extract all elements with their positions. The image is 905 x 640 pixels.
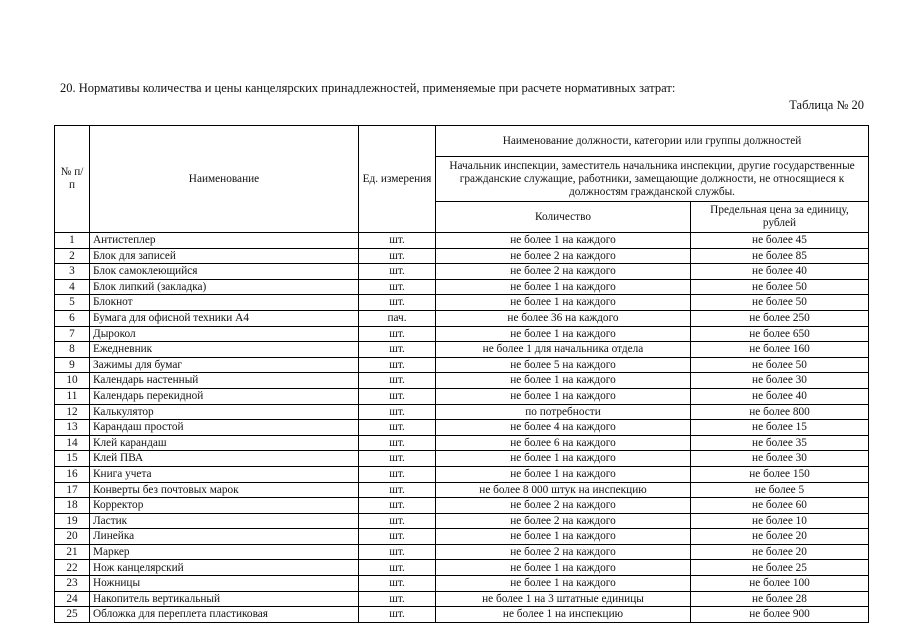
table-row — [55, 544, 869, 560]
cell-quantity: не более 1 на 3 штатные единицы — [436, 591, 691, 607]
cell-price: не более 25 — [691, 560, 869, 576]
cell-name: Календарь перекидной — [90, 388, 359, 404]
cell-quantity: не более 36 на каждого — [436, 310, 691, 326]
cell-name: Календарь настенный — [90, 373, 359, 389]
cell-price: не более 60 — [691, 498, 869, 514]
header-price: Предельная цена за единицу, рублей — [691, 202, 869, 233]
cell-name: Ежедневник — [90, 342, 359, 358]
cell-unit: шт. — [359, 607, 436, 623]
cell-unit: шт. — [359, 451, 436, 467]
cell-name: Блокнот — [90, 295, 359, 311]
table-row — [55, 498, 869, 514]
cell-name: Клей карандаш — [90, 435, 359, 451]
cell-num: 1 — [55, 233, 90, 249]
header-position-subgroup: Начальник инспекции, заместитель начальника инспекции, другие государственные гражданские служащие, работники, замещающие должности, не относящиеся к должностям гражданской службы. — [436, 157, 869, 202]
cell-name: Накопитель вертикальный — [90, 591, 359, 607]
table-label: Таблица № 20 — [789, 98, 864, 112]
cell-num: 3 — [55, 264, 90, 280]
cell-unit: шт. — [359, 388, 436, 404]
cell-num: 22 — [55, 560, 90, 576]
table-body — [55, 233, 869, 623]
table-row — [55, 435, 869, 451]
cell-num: 7 — [55, 326, 90, 342]
cell-price: не более 50 — [691, 357, 869, 373]
cell-name: Конверты без почтовых марок — [90, 482, 359, 498]
cell-price: не более 15 — [691, 420, 869, 436]
cell-unit: шт. — [359, 326, 436, 342]
header-name: Наименование — [90, 126, 359, 233]
cell-quantity: не более 1 на каждого — [436, 279, 691, 295]
cell-name: Клей ПВА — [90, 451, 359, 467]
cell-quantity: не более 1 на каждого — [436, 466, 691, 482]
table-header — [55, 126, 869, 233]
cell-quantity: не более 4 на каждого — [436, 420, 691, 436]
cell-num: 11 — [55, 388, 90, 404]
cell-num: 19 — [55, 513, 90, 529]
cell-num: 5 — [55, 295, 90, 311]
cell-price: не более 20 — [691, 544, 869, 560]
cell-num: 21 — [55, 544, 90, 560]
cell-num: 24 — [55, 591, 90, 607]
cell-name: Калькулятор — [90, 404, 359, 420]
cell-price: не более 900 — [691, 607, 869, 623]
cell-num: 13 — [55, 420, 90, 436]
cell-num: 20 — [55, 529, 90, 545]
cell-num: 9 — [55, 357, 90, 373]
cell-quantity: по потребности — [436, 404, 691, 420]
table-row — [55, 451, 869, 467]
cell-price: не более 150 — [691, 466, 869, 482]
cell-price: не более 85 — [691, 248, 869, 264]
table-row — [55, 529, 869, 545]
cell-unit: шт. — [359, 233, 436, 249]
table-row — [55, 513, 869, 529]
header-num: № п/п — [55, 126, 90, 233]
cell-price: не более 45 — [691, 233, 869, 249]
table-row — [55, 342, 869, 358]
cell-unit: шт. — [359, 544, 436, 560]
cell-name: Бумага для офисной техники А4 — [90, 310, 359, 326]
cell-quantity: не более 2 на каждого — [436, 513, 691, 529]
cell-price: не более 28 — [691, 591, 869, 607]
cell-quantity: не более 1 на каждого — [436, 388, 691, 404]
table-row — [55, 264, 869, 280]
cell-num: 4 — [55, 279, 90, 295]
cell-price: не более 30 — [691, 451, 869, 467]
table-row — [55, 482, 869, 498]
cell-unit: шт. — [359, 373, 436, 389]
cell-quantity: не более 1 на каждого — [436, 576, 691, 592]
cell-quantity: не более 6 на каждого — [436, 435, 691, 451]
cell-unit: шт. — [359, 466, 436, 482]
cell-quantity: не более 2 на каждого — [436, 544, 691, 560]
cell-unit: шт. — [359, 295, 436, 311]
cell-name: Блок самоклеющийся — [90, 264, 359, 280]
cell-unit: шт. — [359, 404, 436, 420]
cell-unit: шт. — [359, 576, 436, 592]
cell-quantity: не более 1 на каждого — [436, 451, 691, 467]
cell-name: Линейка — [90, 529, 359, 545]
header-quantity: Количество — [436, 202, 691, 233]
cell-name: Книга учета — [90, 466, 359, 482]
cell-num: 16 — [55, 466, 90, 482]
cell-price: не более 650 — [691, 326, 869, 342]
cell-name: Маркер — [90, 544, 359, 560]
cell-num: 2 — [55, 248, 90, 264]
section-heading: 20. Нормативы количества и цены канцелярских принадлежностей, применяемые при расчете нормативных затрат: — [60, 81, 676, 95]
cell-name: Корректор — [90, 498, 359, 514]
cell-quantity: не более 1 на каждого — [436, 233, 691, 249]
cell-quantity: не более 1 на каждого — [436, 326, 691, 342]
cell-unit: шт. — [359, 248, 436, 264]
cell-quantity: не более 1 на каждого — [436, 529, 691, 545]
cell-num: 10 — [55, 373, 90, 389]
cell-name: Антистеплер — [90, 233, 359, 249]
table-row — [55, 420, 869, 436]
cell-num: 12 — [55, 404, 90, 420]
cell-name: Зажимы для бумаг — [90, 357, 359, 373]
cell-name: Ластик — [90, 513, 359, 529]
cell-unit: шт. — [359, 482, 436, 498]
cell-quantity: не более 5 на каждого — [436, 357, 691, 373]
table-row — [55, 388, 869, 404]
table-row — [55, 295, 869, 311]
cell-name: Нож канцелярский — [90, 560, 359, 576]
cell-quantity: не более 1 на инспекцию — [436, 607, 691, 623]
cell-unit: шт. — [359, 560, 436, 576]
cell-num: 17 — [55, 482, 90, 498]
cell-price: не более 5 — [691, 482, 869, 498]
cell-quantity: не более 2 на каждого — [436, 264, 691, 280]
cell-num: 8 — [55, 342, 90, 358]
cell-unit: шт. — [359, 420, 436, 436]
cell-num: 18 — [55, 498, 90, 514]
table-row — [55, 310, 869, 326]
cell-name: Карандаш простой — [90, 420, 359, 436]
cell-unit: шт. — [359, 357, 436, 373]
table-row — [55, 404, 869, 420]
header-position-group: Наименование должности, категории или группы должностей — [436, 126, 869, 157]
table-row — [55, 466, 869, 482]
cell-price: не более 35 — [691, 435, 869, 451]
cell-price: не более 50 — [691, 279, 869, 295]
table-row — [55, 560, 869, 576]
cell-quantity: не более 1 на каждого — [436, 560, 691, 576]
cell-unit: пач. — [359, 310, 436, 326]
cell-price: не более 160 — [691, 342, 869, 358]
cell-name: Ножницы — [90, 576, 359, 592]
cell-price: не более 30 — [691, 373, 869, 389]
cell-name: Блок липкий (закладка) — [90, 279, 359, 295]
cell-price: не более 50 — [691, 295, 869, 311]
cell-num: 14 — [55, 435, 90, 451]
cell-quantity: не более 8 000 штук на инспекцию — [436, 482, 691, 498]
cell-price: не более 100 — [691, 576, 869, 592]
cell-unit: шт. — [359, 498, 436, 514]
cell-price: не более 10 — [691, 513, 869, 529]
table-row — [55, 373, 869, 389]
cell-unit: шт. — [359, 279, 436, 295]
cell-unit: шт. — [359, 529, 436, 545]
cell-unit: шт. — [359, 591, 436, 607]
cell-price: не более 20 — [691, 529, 869, 545]
table-row — [55, 591, 869, 607]
header-unit: Ед. измерения — [359, 126, 436, 233]
table-row — [55, 279, 869, 295]
cell-quantity: не более 2 на каждого — [436, 248, 691, 264]
cell-price: не более 40 — [691, 388, 869, 404]
table-row — [55, 607, 869, 623]
cell-quantity: не более 1 для начальника отдела — [436, 342, 691, 358]
cell-unit: шт. — [359, 342, 436, 358]
cell-num: 25 — [55, 607, 90, 623]
cell-quantity: не более 2 на каждого — [436, 498, 691, 514]
table-row — [55, 326, 869, 342]
cell-unit: шт. — [359, 513, 436, 529]
cell-price: не более 250 — [691, 310, 869, 326]
cell-num: 15 — [55, 451, 90, 467]
cell-quantity: не более 1 на каждого — [436, 373, 691, 389]
table-row — [55, 576, 869, 592]
table-row — [55, 233, 869, 249]
cell-unit: шт. — [359, 435, 436, 451]
cell-price: не более 40 — [691, 264, 869, 280]
cell-unit: шт. — [359, 264, 436, 280]
cell-name: Дырокол — [90, 326, 359, 342]
table-row — [55, 248, 869, 264]
norms-table — [54, 125, 869, 623]
cell-num: 23 — [55, 576, 90, 592]
cell-num: 6 — [55, 310, 90, 326]
cell-name: Обложка для переплета пластиковая — [90, 607, 359, 623]
cell-quantity: не более 1 на каждого — [436, 295, 691, 311]
cell-name: Блок для записей — [90, 248, 359, 264]
table-row — [55, 357, 869, 373]
cell-price: не более 800 — [691, 404, 869, 420]
